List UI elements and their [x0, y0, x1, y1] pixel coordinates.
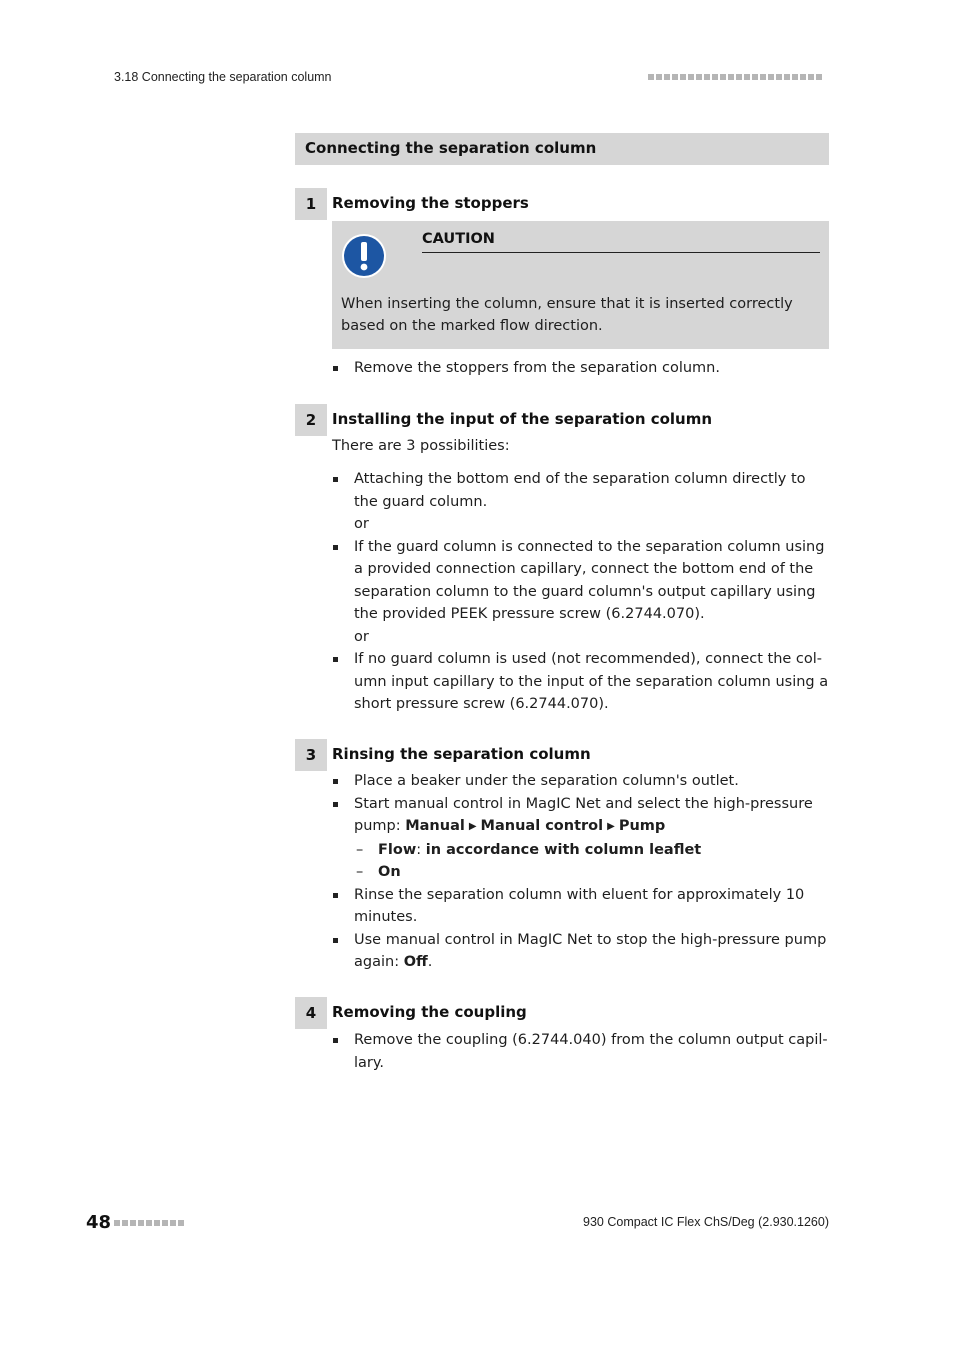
page-number: 48 [86, 1212, 112, 1233]
step2-intro: There are 3 possibilities: [332, 438, 510, 454]
step-number-2: 2 [295, 404, 327, 436]
step1-list [332, 357, 829, 380]
step-title-1: Removing the stoppers [332, 194, 529, 212]
section-title: Connecting the separation column [305, 139, 597, 157]
list-item: Use manual control in MagIC Net to stop the high-pressure pump again: Off. [332, 929, 829, 974]
list-item: If no guard column is used (not recommended), connect the col-umn input capillary to the input of the separation column using a short pressure screw (6.2744.070). [332, 648, 829, 716]
step-number-3: 3 [295, 739, 327, 771]
step4-list [332, 1029, 829, 1074]
list-item: Place a beaker under the separation column's outlet. [332, 770, 829, 793]
caution-text: When inserting the column, ensure that it is inserted correctly based on the marked flow direction. [341, 296, 793, 334]
step2-list [332, 468, 829, 716]
menu-path-pump: Pump [618, 818, 666, 834]
menu-arrow-icon: ▶ [607, 821, 615, 832]
list-item: Remove the stoppers from the separation column. [332, 357, 829, 380]
list-item: Remove the coupling (6.2744.040) from the column output capil-lary. [332, 1029, 829, 1074]
header-decoration [648, 74, 822, 80]
list-item: If the guard column is connected to the separation column using a provided connection capillary, connect the bottom end of the separation column to the guard column's output capillary using the provided PEEK pressure screw (6.2744.070). or [332, 536, 829, 649]
caution-rule [422, 252, 820, 253]
step-number-4: 4 [295, 997, 327, 1029]
menu-path-manual-control: Manual control [480, 818, 604, 834]
step-title-4: Removing the coupling [332, 1003, 527, 1021]
list-item: Attaching the bottom end of the separation column directly to the guard column. or [332, 468, 829, 536]
step-title-3: Rinsing the separation column [332, 745, 591, 763]
sub-item-on: – On [356, 864, 401, 880]
document-title: 930 Compact IC Flex ChS/Deg (2.930.1260) [583, 1215, 829, 1229]
running-header: 3.18 Connecting the separation column [114, 70, 332, 84]
caution-box [332, 221, 829, 349]
step3-list [332, 770, 829, 974]
menu-path-manual: Manual [405, 818, 465, 834]
step-title-2: Installing the input of the separation column [332, 410, 713, 428]
list-item: Start manual control in MagIC Net and select the high-pressure pump: Manual ▶ Manual control ▶ Pump – Flow: in accordance with column leaflet – On [332, 793, 829, 884]
menu-arrow-icon: ▶ [468, 821, 477, 832]
caution-title: CAUTION [422, 231, 495, 247]
sub-item-flow: – Flow: in accordance with column leaflet [356, 841, 702, 858]
exclamation-icon [341, 233, 387, 279]
section-heading-bar [295, 133, 829, 165]
footer-decoration [114, 1220, 184, 1226]
list-item: Rinse the separation column with eluent for approximately 10 minutes. [332, 884, 829, 929]
step-number-1: 1 [295, 188, 327, 220]
